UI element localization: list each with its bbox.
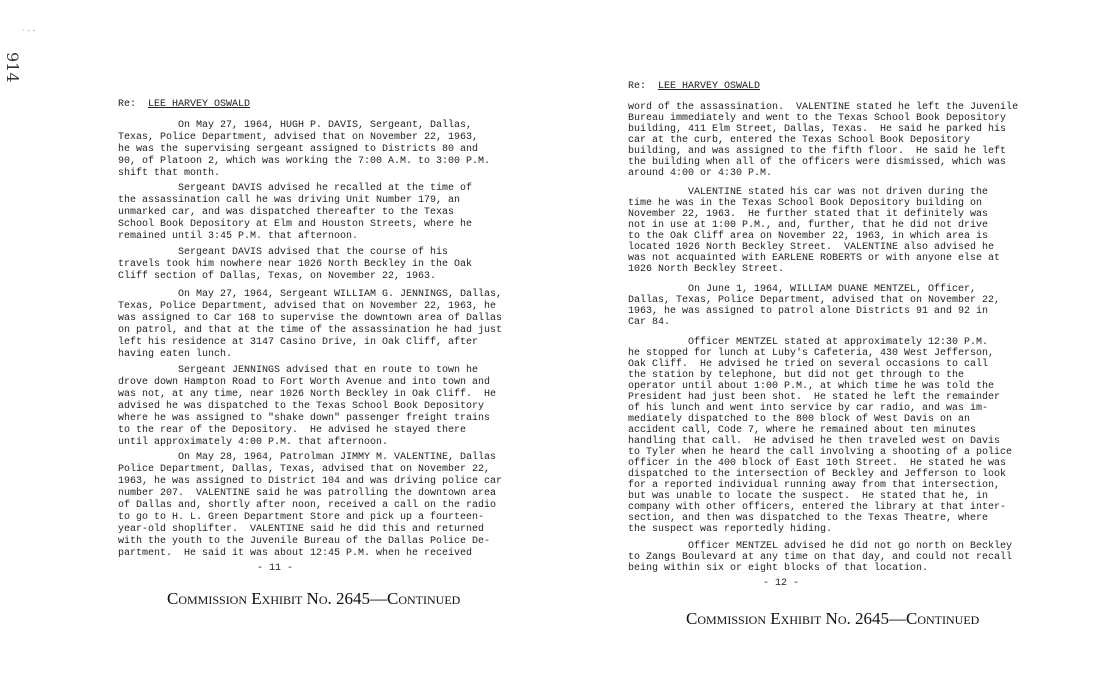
text-line: the building when all of the officers were dismissed, which was bbox=[628, 157, 1007, 168]
text-line: until approximately 4:00 P.M. that afternoon. bbox=[118, 437, 389, 448]
text-line: not in use at 1:00 P.M., and, further, that he did not drive bbox=[628, 220, 989, 231]
text-line: company with other officers, entered the library at that inter- bbox=[628, 502, 1007, 513]
text-line: mediately dispatched to the 800 block of West Davis on an bbox=[628, 414, 971, 425]
text-line: he was the supervising sergeant assigned to Districts 80 and bbox=[118, 144, 479, 155]
text-line: On May 27, 1964, Sergeant WILLIAM G. JENNINGS, Dallas, bbox=[118, 289, 503, 300]
re-subject: LEE HARVEY OSWALD bbox=[148, 99, 251, 110]
text-line: being within six or eight blocks of that location. bbox=[628, 563, 929, 574]
text-line: On June 1, 1964, WILLIAM DUANE MENTZEL, Officer, bbox=[628, 284, 977, 295]
text-line: dispatched to the intersection of Beckley and Jefferson to look bbox=[628, 469, 1007, 480]
text-line: he stopped for lunch at Luby's Cafeteria, 430 West Jefferson, bbox=[628, 348, 995, 359]
left-exhibit-caption: Commission Exhibit No. 2645—Continued bbox=[167, 589, 461, 608]
text-line: on patrol, and that at the time of the assassination he had just bbox=[118, 325, 503, 336]
re-subject: LEE HARVEY OSWALD bbox=[658, 81, 761, 92]
text-line: handling that call. He advised he then traveled west on Davis bbox=[628, 436, 1001, 447]
text-line: Dallas, Texas, Police Department, advised that on November 22, bbox=[628, 295, 1001, 306]
text-line: the station by telephone, but did not get through to the bbox=[628, 370, 965, 381]
left-page-paragraph bbox=[118, 247, 472, 283]
text-line: advised he was dispatched to the Texas School Book Depository bbox=[118, 401, 485, 412]
text-line: where he was assigned to "shake down" passenger freight trains bbox=[118, 413, 491, 424]
left-page-paragraph bbox=[118, 289, 502, 361]
text-line: for a reported individual running away from that intersection, bbox=[628, 480, 1001, 491]
text-line: Sergeant DAVIS advised he recalled at the time of bbox=[118, 183, 473, 194]
text-line: to the Oak Cliff area on November 22, 1963, in which area is bbox=[628, 231, 989, 242]
text-line: President had just been shot. He stated he left the remainder bbox=[628, 392, 1001, 403]
text-line: Sergeant JENNINGS advised that en route to town he bbox=[118, 365, 479, 376]
text-line: accident call, Code 7, where he remained about ten minutes bbox=[628, 425, 977, 436]
text-line: School Book Depository at Elm and Houston Streets, where he bbox=[118, 219, 473, 230]
text-line: the assassination call he was driving Unit Number 179, an bbox=[118, 195, 461, 206]
text-line: 1963, he was assigned to District 104 and was driving police car bbox=[118, 476, 503, 487]
text-line: of his lunch and went into service by car radio, and was im- bbox=[628, 403, 989, 414]
text-line: Bureau immediately and went to the Texas School Book Depository bbox=[628, 113, 1007, 124]
text-line: Car 84. bbox=[628, 317, 671, 328]
text-line: Oak Cliff. He advised he tried on several occasions to call bbox=[628, 359, 989, 370]
right-page-paragraph bbox=[628, 541, 1012, 574]
text-line: of Dallas and, shortly after noon, received a call on the radio bbox=[118, 500, 497, 511]
text-line: 1026 North Beckley Street. bbox=[628, 264, 785, 275]
text-line: Texas, Police Department, advised that on November 22, 1963, bbox=[118, 132, 479, 143]
text-line: partment. He said it was about 12:45 P.M. when he received bbox=[118, 548, 473, 559]
text-line: Police Department, Dallas, Texas, advised that on November 22, bbox=[118, 464, 491, 475]
text-line: car at the curb, entered the Texas School Book Depository bbox=[628, 135, 971, 146]
text-line: to go to H. L. Green Department Store and pick up a fourteen- bbox=[118, 512, 485, 523]
text-line: drove down Hampton Road to Fort Worth Avenue and into town and bbox=[118, 377, 491, 388]
text-line: VALENTINE stated his car was not driven during the bbox=[628, 187, 989, 198]
right-page-paragraph bbox=[628, 284, 1000, 328]
text-line: remained until 3:45 P.M. that afternoon. bbox=[118, 231, 359, 242]
text-line: shift that month. bbox=[118, 168, 221, 179]
right-re-line bbox=[628, 81, 760, 93]
text-line: operator until about 1:00 P.M., at which time he was told the bbox=[628, 381, 995, 392]
text-line: 1963, he was assigned to patrol alone Districts 91 and 92 in bbox=[628, 306, 989, 317]
text-line: word of the assassination. VALENTINE stated he left the Juvenile bbox=[628, 102, 1019, 113]
left-page-paragraph bbox=[118, 120, 490, 180]
text-line: but was unable to locate the suspect. He stated that he, in bbox=[628, 491, 989, 502]
left-page-number: - 11 - bbox=[257, 563, 294, 574]
right-page-paragraph bbox=[628, 102, 1018, 179]
text-line: Sergeant DAVIS advised that the course of his bbox=[118, 247, 449, 258]
re-label: Re: bbox=[628, 81, 647, 92]
left-page-paragraph bbox=[118, 365, 496, 449]
text-line: travels took him nowhere near 1026 North Beckley in the Oak bbox=[118, 259, 473, 270]
text-line: Cliff section of Dallas, Texas, on November 22, 1963. bbox=[118, 271, 437, 282]
text-line: to the rear of the Depository. He advised he stayed there bbox=[118, 425, 467, 436]
right-page-paragraph bbox=[628, 187, 1000, 275]
text-line: section, and then was dispatched to the Texas Theatre, where bbox=[628, 513, 989, 524]
right-page-number: - 12 - bbox=[763, 578, 800, 589]
text-line: was not, at any time, near 1026 North Beckley in Oak Cliff. He bbox=[118, 389, 497, 400]
side-page-number: 914 bbox=[3, 52, 22, 83]
text-line: On May 27, 1964, HUGH P. DAVIS, Sergeant, Dallas, bbox=[118, 120, 473, 131]
text-line: 90, of Platoon 2, which was working the 7:00 A.M. to 3:00 P.M. bbox=[118, 156, 491, 167]
text-line: unmarked car, and was dispatched thereafter to the Texas bbox=[118, 207, 455, 218]
text-line: to Tyler when he heard the call involving a shooting of a police bbox=[628, 447, 1013, 458]
left-re-line bbox=[118, 99, 250, 111]
text-line: was not acquainted with EARLENE ROBERTS or with anyone else at bbox=[628, 253, 1001, 264]
text-line: located 1026 North Beckley Street. VALENTINE also advised he bbox=[628, 242, 995, 253]
text-line: On May 28, 1964, Patrolman JIMMY M. VALENTINE, Dallas bbox=[118, 452, 497, 463]
text-line: Officer MENTZEL advised he did not go north on Beckley bbox=[628, 541, 1013, 552]
text-line: left his residence at 3147 Casino Drive, in Oak Cliff, after bbox=[118, 337, 479, 348]
right-exhibit-caption: Commission Exhibit No. 2645—Continued bbox=[686, 609, 980, 628]
text-line: was assigned to Car 168 to supervise the downtown area of Dallas bbox=[118, 313, 503, 324]
text-line: building, 411 Elm Street, Dallas, Texas. He said he parked his bbox=[628, 124, 1007, 135]
text-line: time he was in the Texas School Book Depository building on bbox=[628, 198, 983, 209]
scan-mark: · - - bbox=[22, 26, 36, 35]
text-line: year-old shoplifter. VALENTINE said he did this and returned bbox=[118, 524, 485, 535]
left-page-paragraph bbox=[118, 183, 472, 243]
text-line: to Zangs Boulevard at any time on that day, and could not recall bbox=[628, 552, 1013, 563]
text-line: Texas, Police Department, advised that on November 22, 1963, he bbox=[118, 301, 497, 312]
text-line: officer in the 400 block of East 10th Street. He stated he was bbox=[628, 458, 1007, 469]
text-line: around 4:00 or 4:30 P.M. bbox=[628, 168, 773, 179]
text-line: building, and was assigned to the fifth floor. He said he left bbox=[628, 146, 1007, 157]
text-line: Officer MENTZEL stated at approximately 12:30 P.M. bbox=[628, 337, 989, 348]
left-page-paragraph bbox=[118, 452, 502, 560]
re-label: Re: bbox=[118, 99, 137, 110]
text-line: having eaten lunch. bbox=[118, 349, 233, 360]
text-line: with the youth to the Juvenile Bureau of the Dallas Police De- bbox=[118, 536, 491, 547]
text-line: number 207. VALENTINE said he was patrolling the downtown area bbox=[118, 488, 497, 499]
text-line: the suspect was reportedly hiding. bbox=[628, 524, 833, 535]
text-line: November 22, 1963. He further stated that it definitely was bbox=[628, 209, 989, 220]
right-page-paragraph bbox=[628, 337, 1012, 535]
